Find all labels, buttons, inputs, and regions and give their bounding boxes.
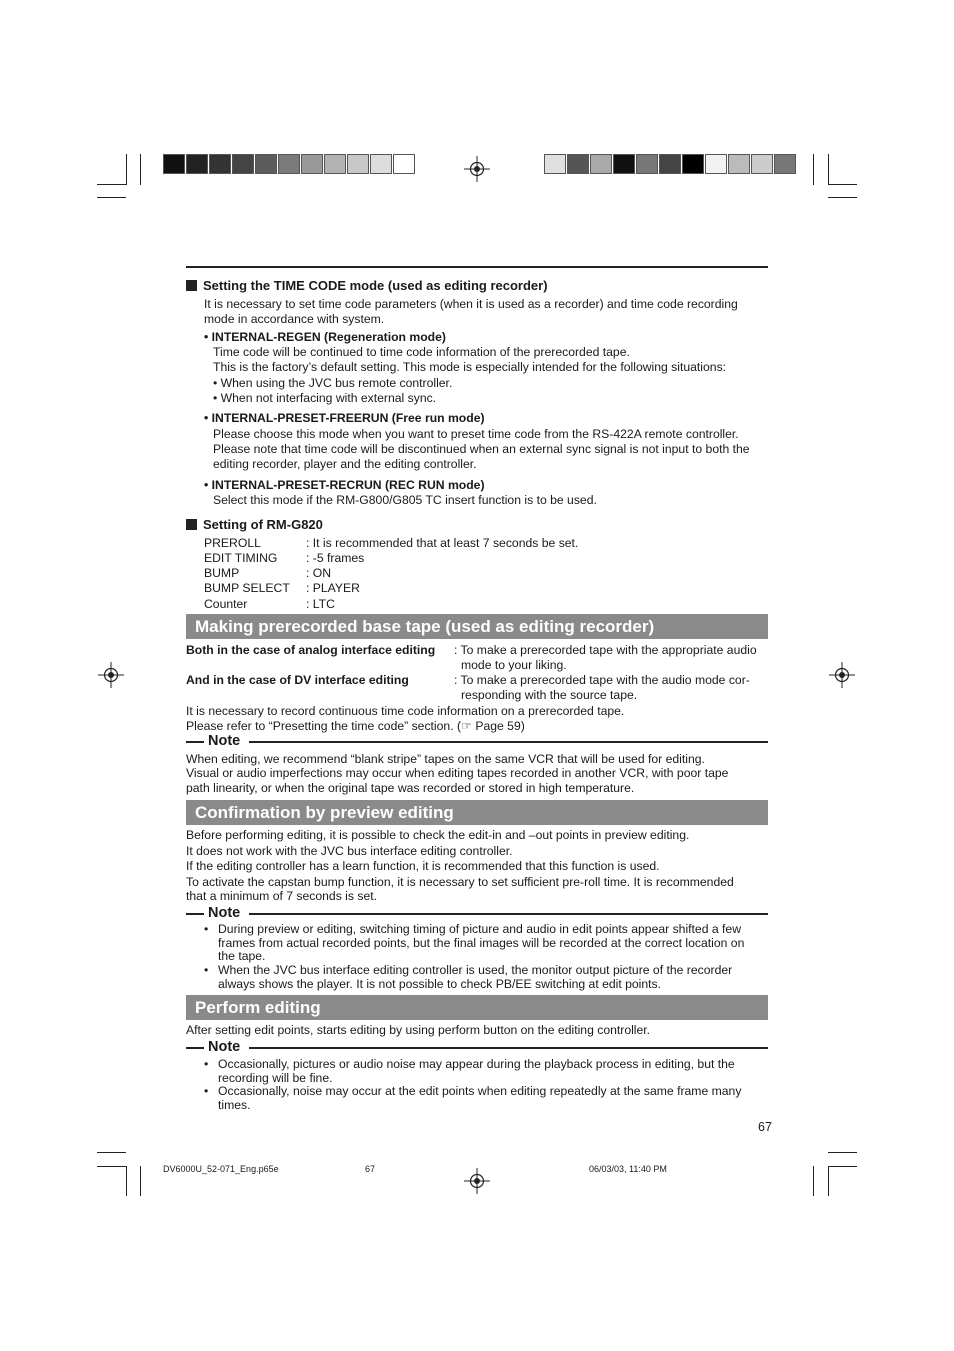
- swatch: [613, 154, 635, 174]
- paragraph: that a minimum of 7 seconds is set.: [186, 889, 378, 903]
- note-label: Note: [208, 905, 241, 921]
- square-bullet-icon: [186, 519, 197, 530]
- setting-key: PREROLL: [204, 536, 261, 550]
- note-rule: [249, 741, 768, 743]
- note-heading: [186, 733, 768, 749]
- case-label: And in the case of DV interface editing: [186, 673, 409, 687]
- note-line: Visual or audio imperfections may occur when editing tapes recorded in another VCR, with poor tape: [186, 766, 729, 780]
- heading-text: Setting the TIME CODE mode (used as editing recorder): [203, 278, 548, 293]
- paragraph: mode in accordance with system.: [204, 312, 385, 326]
- paragraph: If the editing controller has a learn function, it is recommended that this function is used.: [186, 859, 660, 873]
- bullet-line: When the JVC bus interface editing controller is used, the monitor output picture of the recorder: [218, 963, 733, 977]
- crop-mark: [97, 197, 126, 198]
- section-heading-time-code: [186, 278, 548, 293]
- setting-key: EDIT TIMING: [204, 551, 278, 565]
- swatch: [278, 154, 300, 174]
- paragraph: Before performing editing, it is possible to check the edit-in and –out points in preview editing.: [186, 828, 690, 842]
- bullet-line: During preview or editing, switching timing of picture and audio in edit points appear shifted a few: [218, 922, 742, 936]
- bullet-line: Occasionally, pictures or audio noise may appear during the playback process in editing, but the: [218, 1057, 735, 1071]
- swatch: [301, 154, 323, 174]
- item-line: Time code will be continued to time code information of the prerecorded tape.: [213, 345, 630, 359]
- section-heading-rm-g820: [186, 517, 323, 532]
- section-bar-making-prerecorded: Making prerecorded base tape (used as editing recorder): [186, 614, 768, 639]
- item-line: This is the factory’s default setting. This mode is especially intended for the following situations:: [213, 360, 727, 374]
- crop-mark: [126, 154, 127, 185]
- color-bar-right: [544, 154, 797, 176]
- note-line: When editing, we recommend “blank stripe” tapes on the same VCR that will be used for editing.: [186, 752, 705, 766]
- note-rule: [249, 913, 768, 915]
- item-title: • INTERNAL-PRESET-RECRUN (REC RUN mode): [204, 478, 485, 492]
- crop-mark: [828, 197, 857, 198]
- swatch: [209, 154, 231, 174]
- crop-mark: [813, 1166, 814, 1196]
- crop-mark: [828, 1166, 857, 1167]
- swatch: [393, 154, 415, 174]
- paragraph: Please refer to “Presetting the time code” section. (☞ Page 59): [186, 719, 525, 733]
- paragraph: It is necessary to set time code parameters (when it is used as a recorder) and time code recording: [204, 297, 738, 311]
- setting-value: : ON: [306, 566, 332, 580]
- swatch: [751, 154, 773, 174]
- page-number: 67: [758, 1120, 772, 1134]
- paragraph: It does not work with the JVC bus interface editing controller.: [186, 844, 513, 858]
- setting-value: : PLAYER: [306, 581, 360, 595]
- bullet-item: [204, 923, 768, 965]
- swatch: [255, 154, 277, 174]
- registration-mark-icon: [829, 662, 855, 688]
- square-bullet-icon: [186, 280, 197, 291]
- crop-mark: [97, 1166, 126, 1167]
- heading-text: Setting of RM-G820: [203, 517, 323, 532]
- note-label: Note: [208, 733, 241, 749]
- swatch: [232, 154, 254, 174]
- item-line: Please note that time code will be discontinued when an external sync signal is not input to both the: [213, 442, 750, 456]
- registration-mark-icon: [464, 1168, 490, 1194]
- bullet-dot: •: [204, 963, 209, 977]
- swatch: [728, 154, 750, 174]
- crop-mark: [828, 1166, 829, 1196]
- note-rule: [249, 1047, 768, 1049]
- bullet-line: the tape.: [218, 949, 266, 963]
- case-label: Both in the case of analog interface editing: [186, 643, 436, 657]
- paragraph: To activate the capstan bump function, it is necessary to set sufficient pre-roll time. It is recommended: [186, 875, 734, 889]
- footer-filename: DV6000U_52-071_Eng.p65e: [163, 1164, 279, 1174]
- swatch: [567, 154, 589, 174]
- note-rule: [186, 741, 204, 743]
- note-line: path linearity, or when the original tape was recorded or stored in high temperature.: [186, 781, 635, 795]
- setting-key: BUMP: [204, 566, 240, 580]
- bullet-line: frames from actual recorded points, but the final images will be recorded at the correct location on: [218, 936, 745, 950]
- note-rule: [186, 1047, 204, 1049]
- item-title: • INTERNAL-REGEN (Regeneration mode): [204, 330, 446, 344]
- item-line: editing recorder, player and the editing controller.: [213, 457, 477, 471]
- swatch: [636, 154, 658, 174]
- setting-value: : It is recommended that at least 7 seconds be set.: [306, 536, 579, 550]
- setting-key: Counter: [204, 597, 248, 611]
- setting-value: : -5 frames: [306, 551, 365, 565]
- setting-value: : LTC: [306, 597, 335, 611]
- crop-mark: [126, 1166, 127, 1196]
- swatch: [774, 154, 796, 174]
- crop-mark: [97, 184, 126, 185]
- item-line: • When using the JVC bus remote controller.: [213, 376, 453, 390]
- paragraph: After setting edit points, starts editing by using perform button on the editing controller.: [186, 1023, 651, 1037]
- note-heading: [186, 1039, 768, 1055]
- bullet-dot: •: [204, 1057, 209, 1071]
- registration-mark-icon: [98, 662, 124, 688]
- swatch: [682, 154, 704, 174]
- bullet-item: [204, 1085, 768, 1113]
- crop-mark: [828, 154, 829, 185]
- bullet-line: times.: [218, 1098, 251, 1112]
- case-value: : To make a prerecorded tape with the audio mode cor-: [454, 673, 750, 687]
- case-value: mode to your liking.: [461, 658, 567, 672]
- swatch: [590, 154, 612, 174]
- swatch: [659, 154, 681, 174]
- bullet-line: always shows the player. It is not possible to check PB/EE switching at edit points.: [218, 977, 662, 991]
- bullet-line: recording will be fine.: [218, 1071, 333, 1085]
- crop-mark: [828, 184, 857, 185]
- paragraph: It is necessary to record continuous time code information on a prerecorded tape.: [186, 704, 625, 718]
- top-rule: [186, 266, 768, 268]
- color-bar-left: [163, 154, 416, 176]
- crop-mark: [140, 154, 141, 185]
- swatch: [347, 154, 369, 174]
- section-bar-perform-editing: Perform editing: [186, 995, 768, 1020]
- footer-date: 06/03/03, 11:40 PM: [589, 1164, 667, 1174]
- note-heading: [186, 905, 768, 921]
- bullet-item: [204, 1058, 768, 1086]
- section-bar-confirmation: Confirmation by preview editing: [186, 800, 768, 825]
- case-value: responding with the source tape.: [461, 688, 638, 702]
- footer-page: 67: [365, 1164, 376, 1174]
- bullet-item: [204, 964, 768, 992]
- item-line: Please choose this mode when you want to preset time code from the RS-422A remote controller.: [213, 427, 739, 441]
- crop-mark: [813, 154, 814, 185]
- crop-mark: [828, 1152, 857, 1153]
- registration-mark-icon: [464, 156, 490, 182]
- bullet-dot: •: [204, 1084, 209, 1098]
- swatch: [705, 154, 727, 174]
- item-title: • INTERNAL-PRESET-FREERUN (Free run mode): [204, 411, 485, 425]
- swatch: [186, 154, 208, 174]
- swatch: [163, 154, 185, 174]
- bullet-line: Occasionally, noise may occur at the edit points when editing repeatedly at the same frame many: [218, 1084, 742, 1098]
- item-line: • When not interfacing with external sync.: [213, 391, 437, 405]
- swatch: [544, 154, 566, 174]
- case-value: : To make a prerecorded tape with the appropriate audio: [454, 643, 757, 657]
- swatch: [370, 154, 392, 174]
- setting-key: BUMP SELECT: [204, 581, 290, 595]
- item-line: Select this mode if the RM-G800/G805 TC insert function is to be used.: [213, 493, 597, 507]
- swatch: [324, 154, 346, 174]
- note-label: Note: [208, 1039, 241, 1055]
- note-rule: [186, 913, 204, 915]
- crop-mark: [97, 1152, 126, 1153]
- crop-mark: [140, 1166, 141, 1196]
- bullet-dot: •: [204, 922, 209, 936]
